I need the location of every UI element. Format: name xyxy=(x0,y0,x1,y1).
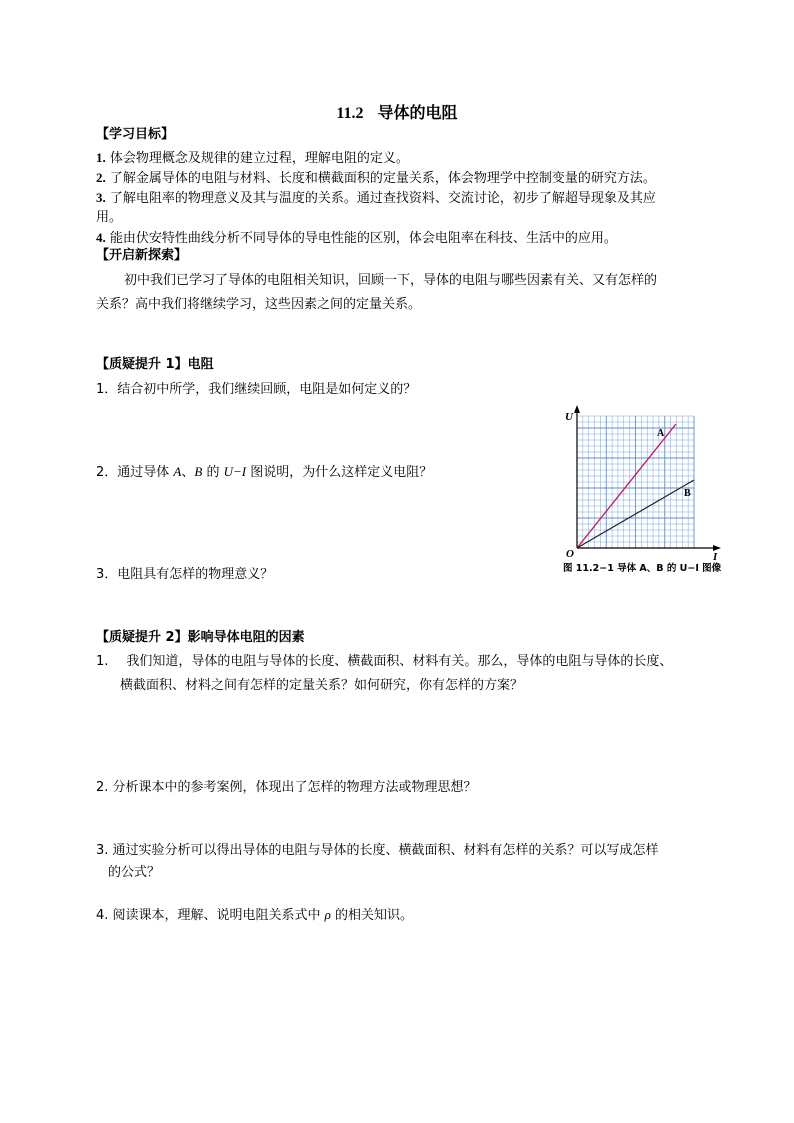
section1-question-2: 2．通过导体 A、B 的 U−I 图说明，为什么这样定义电阻？ xyxy=(96,464,433,480)
objective-4: 4. 能由伏安特性曲线分析不同导体的导电性能的区别，体会电阻率在科技、生活中的应用。 xyxy=(96,230,617,246)
section1-question-1: 1．结合初中所学，我们继续回顾，电阻是如何定义的？ xyxy=(96,382,417,397)
objective-3-continued: 用。 xyxy=(96,210,123,225)
y-axis-arrow-icon xyxy=(574,405,580,413)
section-number: 11.2 xyxy=(336,105,364,122)
line-b-label: B xyxy=(684,488,691,499)
objective-2: 2. 了解金属导体的电阻与材料、长度和横截面积的定量关系，体会物理学中控制变量的研究方法。 xyxy=(96,170,656,186)
section2-question-4: 4. 阅读课本，理解、说明电阻关系式中 ρ 的相关知识。 xyxy=(96,907,414,923)
section1-heading: 【质疑提升 1】电阻 xyxy=(96,357,214,372)
section2-question-3-line2: 的公式？ xyxy=(108,865,161,880)
figure-caption: 图 11.2−1 导体 A、B 的 U−I 图像 xyxy=(563,563,722,574)
section-title: 导体的电阻 xyxy=(377,103,458,122)
graph-grid xyxy=(577,416,694,548)
section2-question-2: 2. 分析课本中的参考案例，体现出了怎样的物理方法或物理思想？ xyxy=(96,780,477,795)
ui-graph-figure xyxy=(560,392,730,582)
section2-question-1-line2: 横截面积、材料之间有怎样的定量关系？如何研究，你有怎样的方案？ xyxy=(120,678,524,693)
section2-heading: 【质疑提升 2】影响导体电阻的因素 xyxy=(96,630,305,645)
explore-text-line2: 关系？高中我们将继续学习，这些因素之间的定量关系。 xyxy=(96,297,422,312)
section2-question-3: 3. 通过实验分析可以得出导体的电阻与导体的长度、横截面积、材料有怎样的关系？可以写成怎样 xyxy=(96,843,659,858)
page-title xyxy=(0,100,794,123)
x-axis-label: I xyxy=(713,551,718,563)
origin-label: O xyxy=(566,548,574,560)
explore-heading: 【开启新探索】 xyxy=(96,248,188,263)
line-a-label: A xyxy=(657,428,665,439)
objective-1: 1. 体会物理概念及规律的建立过程，理解电阻的定义。 xyxy=(96,150,409,166)
section2-question-1: 1. 我们知道，导体的电阻与导体的长度、横截面积、材料有关。那么，导体的电阻与导体的长度、 xyxy=(96,654,673,669)
section1-question-3: 3．电阻具有怎样的物理意义？ xyxy=(96,567,274,582)
objectives-heading: 【学习目标】 xyxy=(96,127,175,142)
line-a xyxy=(577,424,676,548)
objective-3: 3. 了解电阻率的物理意义及其与温度的关系。通过查找资料、交流讨论，初步了解超导现象及其应 xyxy=(96,190,656,206)
y-axis-label: U xyxy=(565,411,573,423)
explore-text-line1: 初中我们已学习了导体的电阻相关知识，回顾一下，导体的电阻与哪些因素有关、又有怎样的 xyxy=(124,273,658,288)
